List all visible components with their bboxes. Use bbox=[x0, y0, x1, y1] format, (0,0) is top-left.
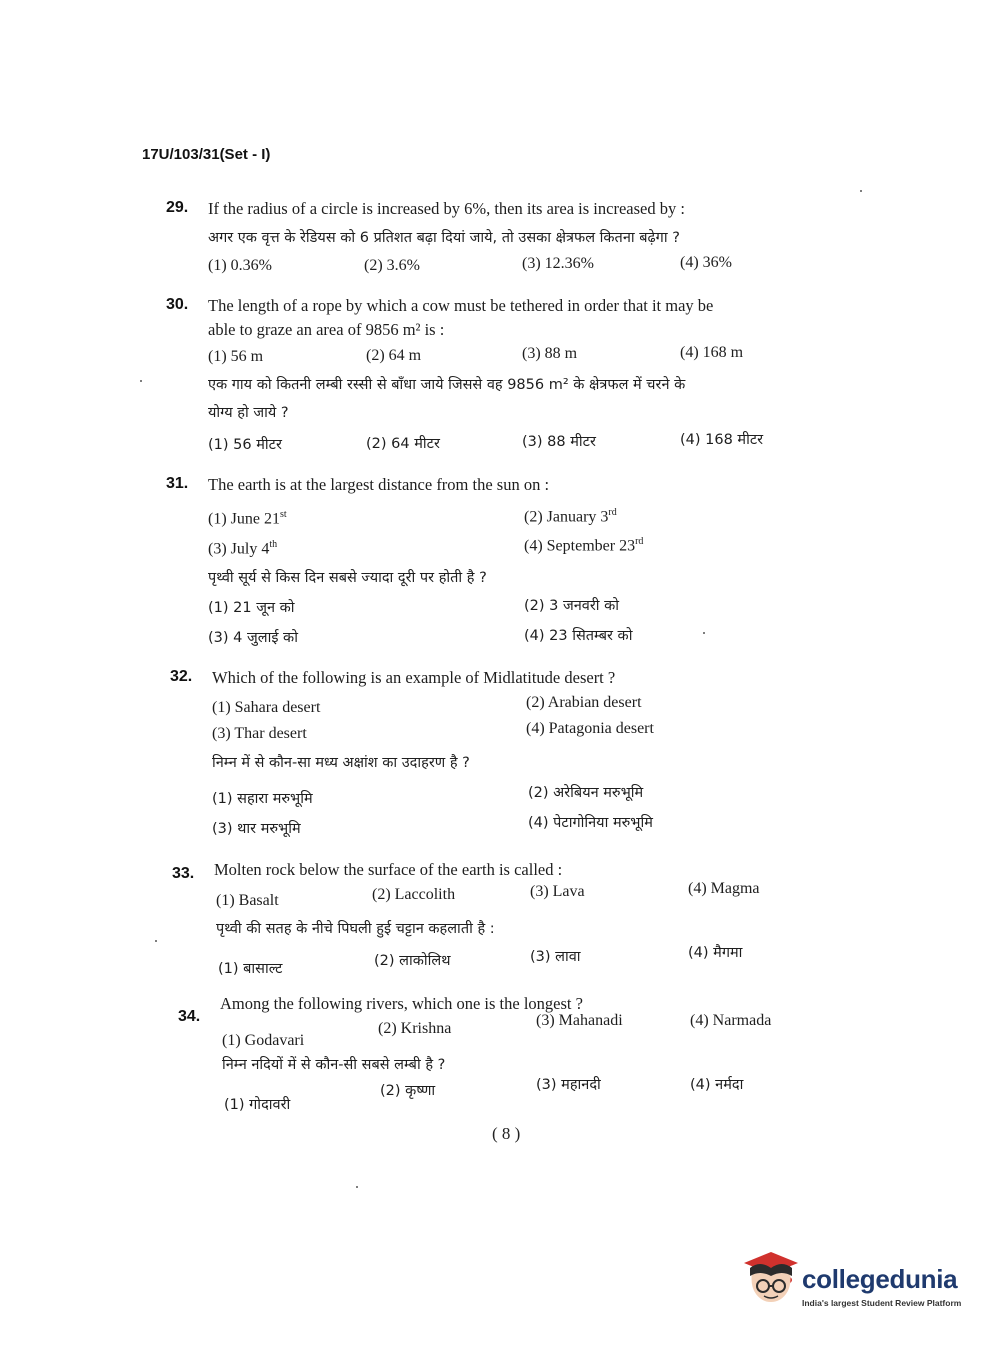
option-4-hi: (4) पेटागोनिया मरुभूमि bbox=[528, 815, 653, 831]
option-4: (4) September 23rd bbox=[524, 536, 644, 555]
option-4-hi: (4) नर्मदा bbox=[690, 1077, 744, 1093]
option-3: (3) Lava bbox=[530, 883, 585, 900]
option-4-hi: (4) मैगमा bbox=[688, 945, 743, 961]
option-2-hi: (2) 64 मीटर bbox=[366, 436, 440, 452]
option-1: (1) Basalt bbox=[216, 892, 279, 909]
option-4: (4) 36% bbox=[680, 254, 732, 271]
option-4: (4) Narmada bbox=[690, 1012, 772, 1029]
question-text-en: The length of a rope by which a cow must be tethered in order that it may be bbox=[208, 296, 714, 315]
option-3-hi: (3) थार मरुभूमि bbox=[212, 821, 301, 837]
question-31 bbox=[166, 475, 766, 645]
question-34 bbox=[178, 988, 798, 1118]
option-2: (2) January 3rd bbox=[524, 507, 617, 526]
option-3-hi: (3) लावा bbox=[530, 949, 581, 965]
option-1-hi: (1) सहारा मरुभूमि bbox=[212, 791, 313, 807]
question-text-hi: एक गाय को कितनी लम्बी रस्सी से बाँधा जाये जिससे वह 9856 m² के क्षेत्रफल में चरने के bbox=[208, 377, 686, 393]
brand-name: collegedunia bbox=[802, 1264, 958, 1294]
question-number: 31. bbox=[166, 475, 189, 492]
question-text-en: Molten rock below the surface of the earth is called : bbox=[214, 860, 563, 879]
question-30 bbox=[166, 296, 846, 456]
question-text-en: If the radius of a circle is increased by 6%, then its area is increased by : bbox=[208, 199, 685, 218]
option-2: (2) Laccolith bbox=[372, 886, 456, 903]
option-3-hi: (3) 4 जुलाई को bbox=[208, 630, 298, 646]
scan-speck bbox=[140, 380, 142, 382]
question-text-hi: पृथ्वी की सतह के नीचे पिघली हुई चट्टान कहलाती है : bbox=[216, 921, 495, 937]
question-29 bbox=[166, 199, 836, 279]
option-4-hi: (4) 23 सितम्बर को bbox=[524, 628, 633, 644]
option-4: (4) Patagonia desert bbox=[526, 720, 654, 737]
question-number: 29. bbox=[166, 199, 189, 216]
scan-speck bbox=[356, 1186, 358, 1188]
question-number: 32. bbox=[170, 668, 193, 685]
question-text-en: Which of the following is an example of Midlatitude desert ? bbox=[212, 668, 616, 687]
option-2: (2) 64 m bbox=[366, 347, 422, 364]
option-1-hi: (1) 21 जून को bbox=[208, 600, 295, 616]
option-1-hi: (1) बासाल्ट bbox=[218, 961, 283, 977]
option-3: (3) July 4th bbox=[208, 539, 278, 558]
option-2: (2) 3.6% bbox=[364, 257, 420, 274]
option-3: (3) Mahanadi bbox=[536, 1012, 623, 1029]
option-4: (4) Magma bbox=[688, 880, 760, 897]
question-text-hi: पृथ्वी सूर्य से किस दिन सबसे ज्यादा दूरी पर होती है ? bbox=[208, 570, 487, 586]
question-text-hi: योग्य हो जाये ? bbox=[208, 405, 289, 421]
option-3-hi: (3) 88 मीटर bbox=[522, 434, 596, 450]
option-3: (3) 12.36% bbox=[522, 255, 594, 272]
option-1: (1) Sahara desert bbox=[212, 699, 321, 716]
question-number: 34. bbox=[178, 1008, 201, 1025]
collegedunia-logo bbox=[742, 1250, 972, 1316]
option-1: (1) 56 m bbox=[208, 348, 264, 365]
scan-speck bbox=[860, 190, 862, 192]
mascot-icon bbox=[742, 1250, 800, 1316]
question-text-en: Among the following rivers, which one is the longest ? bbox=[220, 994, 583, 1013]
question-text-en: able to graze an area of 9856 m² is : bbox=[208, 320, 445, 339]
option-1: (1) June 21st bbox=[208, 509, 287, 528]
option-1-hi: (1) 56 मीटर bbox=[208, 437, 282, 453]
option-1: (1) Godavari bbox=[222, 1032, 305, 1049]
option-2-hi: (2) लाकोलिथ bbox=[374, 953, 451, 969]
option-2-hi: (2) 3 जनवरी को bbox=[524, 598, 620, 614]
scan-speck bbox=[155, 940, 157, 942]
option-1: (1) 0.36% bbox=[208, 257, 272, 274]
option-2: (2) Arabian desert bbox=[526, 694, 642, 711]
question-text-hi: अगर एक वृत्त के रेडियस को 6 प्रतिशत बढ़ा दियां जाये, तो उसका क्षेत्रफल कितना बढ़ेगा ? bbox=[208, 230, 680, 246]
paper-code: 17U/103/31(Set - I) bbox=[142, 146, 271, 163]
question-number: 30. bbox=[166, 296, 189, 313]
brand-tagline: India's largest Student Review Platform bbox=[802, 1298, 962, 1308]
scan-speck bbox=[703, 632, 705, 634]
question-text-hi: निम्न में से कौन-सा मध्य अक्षांश का उदाहरण है ? bbox=[212, 755, 470, 771]
question-number: 33. bbox=[172, 865, 195, 882]
question-text-hi: निम्न नदियों में से कौन-सी सबसे लम्बी है ? bbox=[222, 1057, 446, 1073]
option-2-hi: (2) अरेबियन मरुभूमि bbox=[528, 785, 644, 801]
option-4: (4) 168 m bbox=[680, 344, 744, 361]
question-32 bbox=[170, 668, 730, 838]
option-3: (3) 88 m bbox=[522, 345, 578, 362]
option-3: (3) Thar desert bbox=[212, 725, 307, 742]
option-3-hi: (3) महानदी bbox=[536, 1077, 601, 1093]
page-number: ( 8 ) bbox=[492, 1124, 521, 1143]
option-1-hi: (1) गोदावरी bbox=[224, 1097, 291, 1113]
option-2: (2) Krishna bbox=[378, 1020, 452, 1037]
option-2-hi: (2) कृष्णा bbox=[380, 1083, 436, 1099]
question-33 bbox=[172, 858, 792, 978]
question-text-en: The earth is at the largest distance from the sun on : bbox=[208, 475, 550, 494]
option-4-hi: (4) 168 मीटर bbox=[680, 432, 764, 448]
